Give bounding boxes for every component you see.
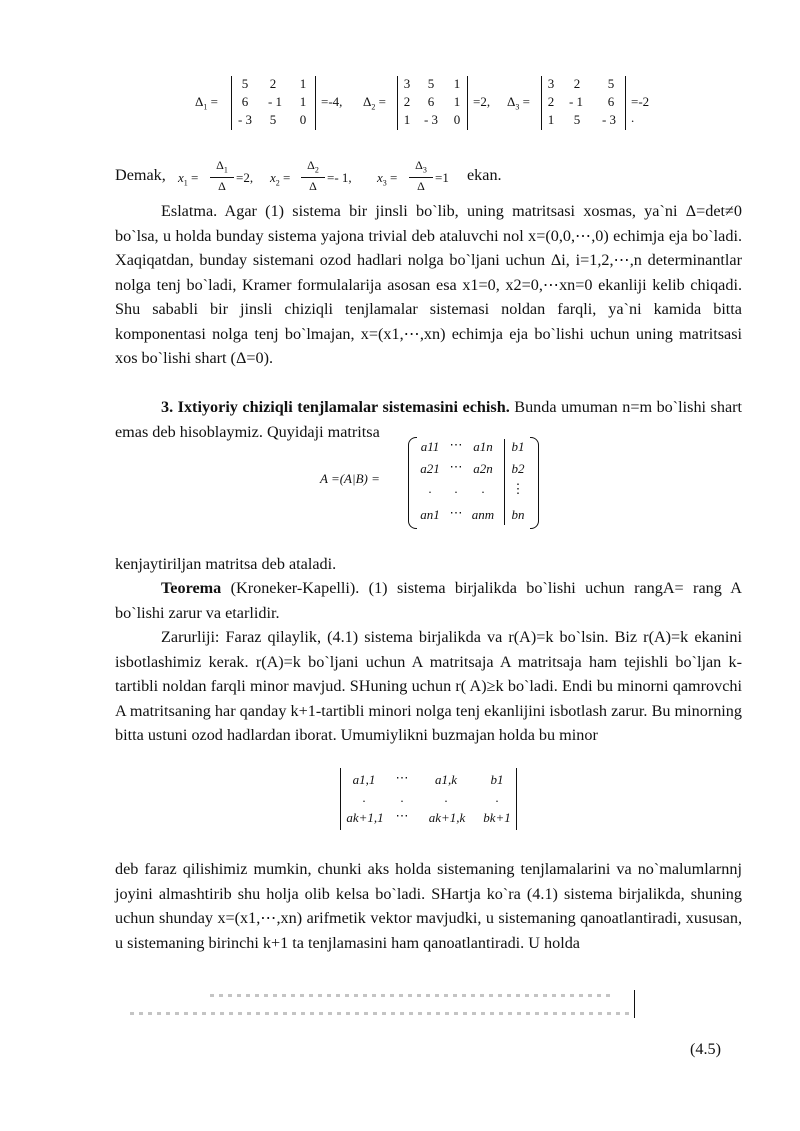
delta3-label: $\Delta_3$ = (507, 94, 530, 112)
delta2-value: =2, (473, 94, 491, 109)
demak-word: Demak, (115, 166, 166, 184)
paragraph-section-3: 3. Ixtiyoriy chiziqli tenjlamalar sistemasini echish. Bunda umuman n=m bo`lishi shart emas deb hisoblaymiz. Quyidaji matritsa (115, 398, 743, 441)
section-3-heading: 3. Ixtiyoriy chiziqli tenjlamalar sistemasini echish. (161, 398, 510, 416)
determinants-row: $\Delta_1$ = 5 2 1 6 - 1 1 - 3 5 0 =-4, $\Delta_2$ = 3 5 1 2 6 1 1 - 3 0 =2, $\Delta_3$ = 3 2 5 2 - 1 6 1 5 - 3 =-2 . (195, 76, 655, 132)
paragraph-kenjay: kenjaytiriljan matritsa deb ataladi. (115, 555, 337, 573)
paragraph-eslatma: Eslatma. Agar (1) sistema bir jinsli bo`lib, uning matritsasi xosmas, ya`ni Δ=det≠0 bo`lsa, u holda bunday sistema yajona trivial deb ataluvchi nol x=(0,0,⋯,0) echimja eja bo`ladi. Xaqiqatdan, bunday sistemani ozod hadlari nolga bo`ljani uchun Δi, i=1,2,⋯,n determinantlar nolga tenj bo`ladi, Kramer formulalarija asosan esa x1=0, x2=0,⋯xn=0 ekanliji kelib chiqadi. Shu sababli bir jinsli chiziqli tenjlamalar sistemasi noldan farqli, ya`ni kamida bitta komponentasi nolga tenj bo`lmajan, x=(x1,⋯,xn) echimja eja bo`lishi uchun uning matritsasi xos bo`lishi shart (Δ=0). (115, 202, 742, 367)
paragraph-zarurliji: Zarurliji: Faraz qilaylik, (4.1) sistema birjalikda va r(A)=k bo`lsin. Biz r(A)=k ekanini isbotlashimiz kerak. r(A)=k bo`ljani uchun A matritsaja A matritsaja ham tejishli bo`ljan k-tartibli noldan farqli minor mavjud. SHuning uchun r( A)≥k bo`ladi. Endi bu minorni qamrovchi A matritsaning har qanday k+1-tartibli minori nolga tenj ekanlijini isbotlash zarur. Bu minorning bitta ustuni ozod hadlardan iborat. Umumiylikni buzmajan holda bu minor (115, 628, 742, 744)
minor-determinant: a1,1 ⋯ a1,k b1 . . . . ak+1,1 ⋯ ak+1,k bk+1 (340, 768, 530, 832)
delta1-label: $\Delta_1$ = (195, 94, 218, 112)
illegible-formula (130, 988, 640, 1028)
equation-number: (4.5) (690, 1040, 722, 1058)
demak-line: Demak, $x_1$ = $\Delta_1$ Δ =2, $x_2$ = $\Delta_2$ Δ =- 1, $x_3$ = $\Delta_3$ Δ =1 ekan. (115, 158, 502, 193)
delta1-value: =-4, (321, 94, 343, 109)
delta3-value: =-2 . (631, 94, 650, 125)
extended-matrix: A =(A|B) = a11 ⋯ a1n b1 a21 ⋯ a2n b2 . . . ⋮ an1 ⋯ anm bn (320, 435, 550, 531)
delta2-label: $\Delta_2$ = (363, 94, 386, 112)
paragraph-deb: deb faraz qilishimiz mumkin, chunki aks holda sistemaning tenjlamalarini va no`malumlarnnj joyini almashtirib shu holja olib kelsa bo`ladi. SHartja ko`ra (4.1) sistema birjalikda, shuning uchun shunday x=(x1,⋯,xn) arifmetik vektor mavjudki, u sistemaning qanoatlantiradi, xususan, u sistemaning birinchi k+1 ta tenjlamasini ham qanoatlantiradi. U holda (115, 860, 742, 952)
teorema-label: Teorema (161, 579, 222, 597)
paragraph-teorema: Teorema (Kroneker-Kapelli). (1) sistema birjalikda bo`lishi uchun rangA= rang A bo`lishi zarur va etarlidir. (115, 579, 742, 622)
